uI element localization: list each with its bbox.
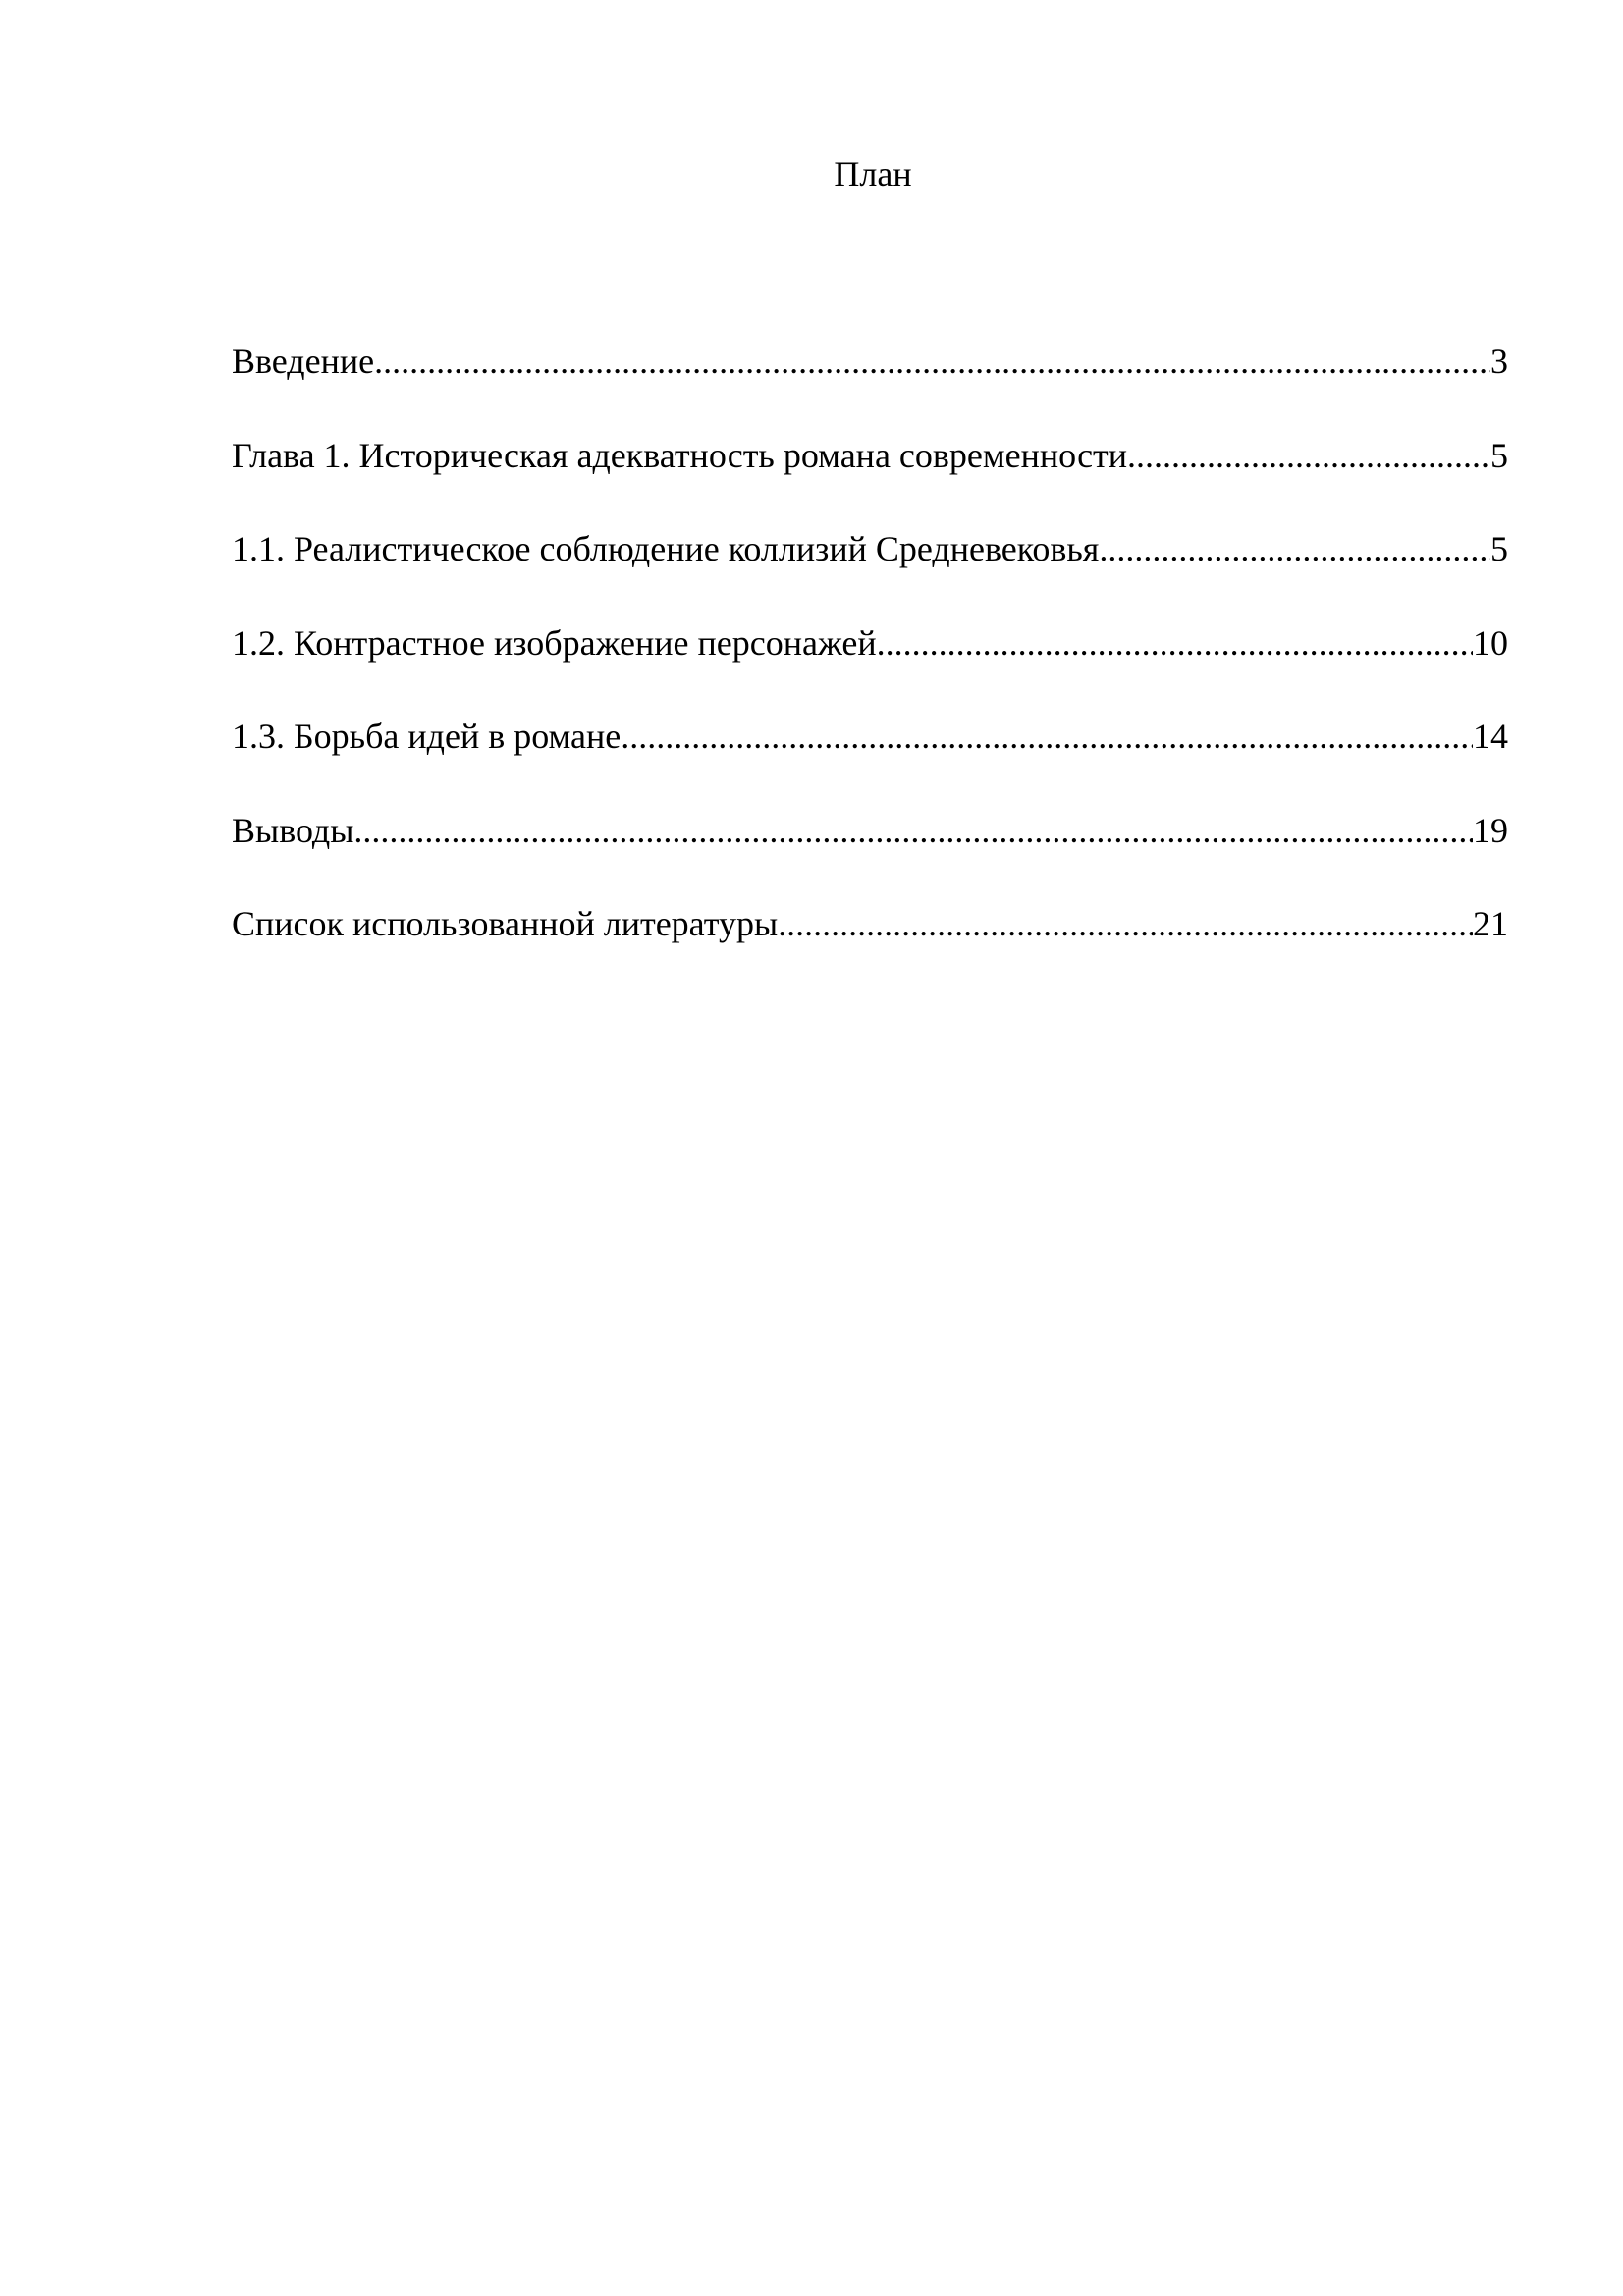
toc-entry-page-number: 21 bbox=[1473, 904, 1508, 943]
table-of-contents bbox=[232, 340, 1508, 996]
toc-dot-leader bbox=[621, 715, 1473, 758]
toc-entry-title: 1.1. Реалистическое соблюдение коллизий Средневековья bbox=[232, 529, 1100, 568]
toc-entry-page-number: 5 bbox=[1490, 435, 1508, 475]
toc-entry-title: 1.2. Контрастное изображение персонажей bbox=[232, 622, 877, 663]
toc-entry-page-number: 10 bbox=[1473, 622, 1508, 663]
toc-entry bbox=[232, 621, 1508, 716]
toc-entry-page-number: 5 bbox=[1490, 529, 1508, 568]
toc-dot-leader bbox=[877, 621, 1473, 665]
toc-dot-leader bbox=[1099, 527, 1490, 570]
toc-dot-leader bbox=[374, 340, 1490, 383]
page-title: План bbox=[834, 154, 912, 193]
toc-dot-leader bbox=[778, 902, 1473, 945]
toc-entry-title: 1.3. Борьба идей в романе bbox=[232, 717, 622, 756]
toc-entry bbox=[232, 809, 1508, 903]
toc-entry bbox=[232, 527, 1508, 621]
toc-entry bbox=[232, 434, 1508, 528]
toc-entry-title: Глава 1. Историческая адекватность романа современности bbox=[232, 435, 1128, 475]
toc-entry-title: Выводы bbox=[232, 810, 354, 850]
toc-entry-page-number: 3 bbox=[1490, 342, 1508, 381]
toc-dot-leader bbox=[1127, 434, 1490, 477]
toc-entry bbox=[232, 715, 1508, 809]
toc-entry-title: Список использованной литературы bbox=[232, 904, 779, 943]
toc-dot-leader bbox=[353, 809, 1473, 852]
toc-entry bbox=[232, 340, 1508, 434]
toc-entry bbox=[232, 902, 1508, 996]
toc-entry-page-number: 19 bbox=[1473, 810, 1508, 850]
toc-entry-title: Введение bbox=[232, 342, 375, 381]
toc-entry-page-number: 14 bbox=[1473, 717, 1508, 756]
